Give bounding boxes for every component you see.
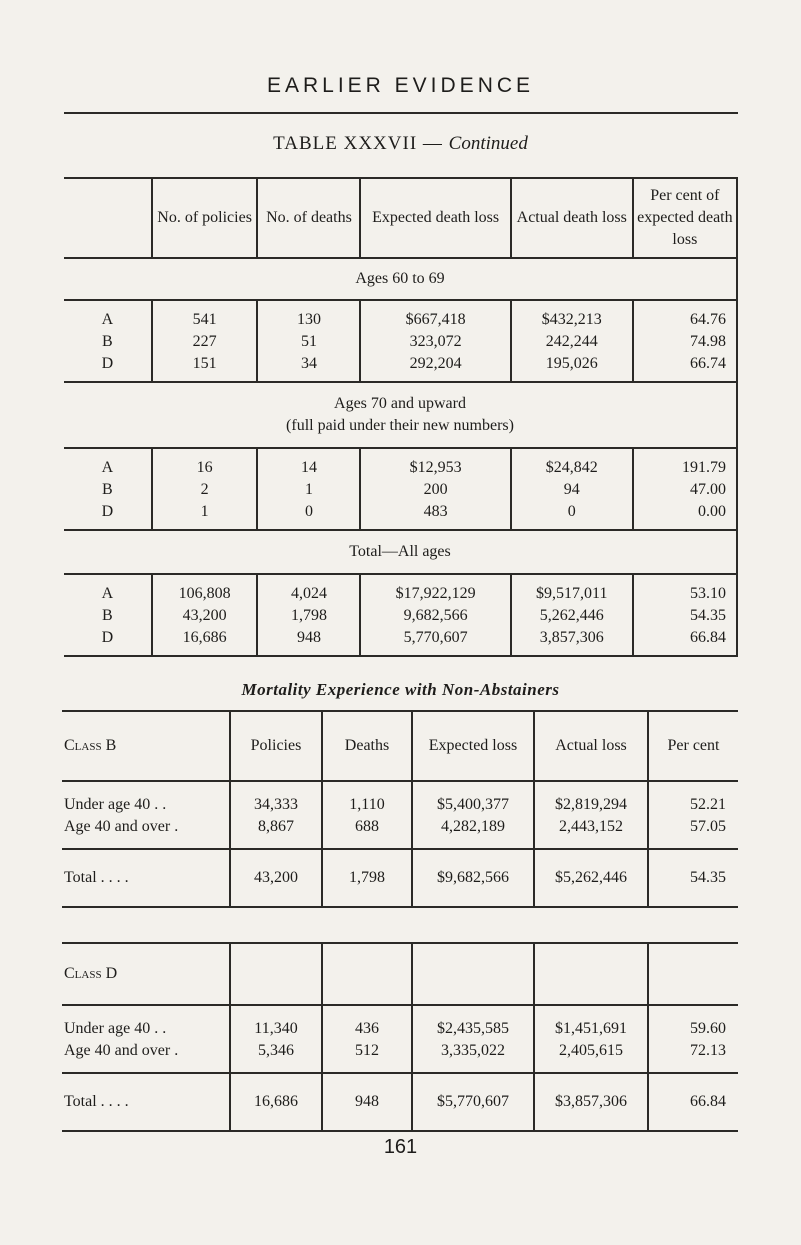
table2-header-deaths: Deaths — [322, 711, 412, 781]
table1-header-percent: Per cent of expected death loss — [633, 178, 737, 258]
actual-cells: $1,451,691 2,405,615 — [534, 1005, 648, 1073]
policies-cells: 11,340 5,346 — [230, 1005, 322, 1073]
policies-cells: 541 227 151 — [152, 300, 258, 382]
row-labels: Under age 40 . . Age 40 and over . — [62, 781, 230, 849]
total-deaths: 1,798 — [322, 849, 412, 907]
subtitle: Mortality Experience with Non-Abstainers — [241, 680, 560, 699]
table-row-total — [62, 1073, 738, 1131]
actual-cells: $9,517,011 5,262,446 3,857,306 — [511, 574, 633, 656]
deaths-cells: 1,110 688 — [322, 781, 412, 849]
section-heading-ages-70-up — [64, 382, 737, 448]
total-expected: $9,682,566 — [412, 849, 534, 907]
table1-header-deaths: No. of deaths — [257, 178, 360, 258]
total-label: Total . . . . — [62, 849, 230, 907]
table2-header-percent: Per cent — [648, 711, 738, 781]
total-expected: $5,770,607 — [412, 1073, 534, 1131]
table1-header-actual: Actual death loss — [511, 178, 633, 258]
expected-cells: $667,418 323,072 292,204 — [360, 300, 510, 382]
class-d-heading: Class D — [62, 943, 230, 1005]
table2-header-policies: Policies — [230, 711, 322, 781]
percent-cells: 191.79 47.00 0.00 — [633, 448, 737, 530]
actual-cells: $2,819,294 2,443,152 — [534, 781, 648, 849]
deaths-cells: 14 1 0 — [257, 448, 360, 530]
header-rule — [64, 112, 738, 114]
percent-cells: 53.10 54.35 66.84 — [633, 574, 737, 656]
table1-header-expected: Expected death loss — [360, 178, 510, 258]
percent-cells: 52.21 57.05 — [648, 781, 738, 849]
total-label: Total . . . . — [62, 1073, 230, 1131]
table2-header-actual: Actual loss — [534, 711, 648, 781]
table1-header-blank — [64, 178, 152, 258]
row-labels: Under age 40 . . Age 40 and over . — [62, 1005, 230, 1073]
section-heading-total — [64, 530, 737, 574]
table-title — [0, 133, 801, 155]
non-abstainers-table — [62, 710, 738, 1132]
deaths-cells: 4,024 1,798 948 — [257, 574, 360, 656]
expected-cells: $17,922,129 9,682,566 5,770,607 — [360, 574, 510, 656]
actual-cells: $24,842 94 0 — [511, 448, 633, 530]
table-row-group — [62, 1005, 738, 1073]
total-actual: $5,262,446 — [534, 849, 648, 907]
percent-cells: 59.60 72.13 — [648, 1005, 738, 1073]
table-title-continued: Continued — [448, 133, 528, 154]
class-cells: A B D — [64, 300, 152, 382]
total-actual: $3,857,306 — [534, 1073, 648, 1131]
table-row-group — [64, 574, 737, 656]
class-d-header-row — [62, 943, 738, 1005]
total-deaths: 948 — [322, 1073, 412, 1131]
table-row-total — [62, 849, 738, 907]
class-cells: A B D — [64, 448, 152, 530]
deaths-cells: 130 51 34 — [257, 300, 360, 382]
table-title-main: TABLE XXXVII — — [273, 133, 449, 154]
expected-cells: $12,953 200 483 — [360, 448, 510, 530]
section-title: Total—All ages — [64, 530, 737, 574]
mortality-table-by-age — [64, 177, 738, 657]
expected-cells: $2,435,585 3,335,022 — [412, 1005, 534, 1073]
section-heading-ages-60-69 — [64, 258, 737, 300]
table1-header-row — [64, 178, 737, 258]
total-policies: 43,200 — [230, 849, 322, 907]
total-percent: 54.35 — [648, 849, 738, 907]
expected-cells: $5,400,377 4,282,189 — [412, 781, 534, 849]
percent-cells: 64.76 74.98 66.74 — [633, 300, 737, 382]
policies-cells: 106,808 43,200 16,686 — [152, 574, 258, 656]
table-row-group — [62, 781, 738, 849]
policies-cells: 34,333 8,867 — [230, 781, 322, 849]
table-row-group — [64, 448, 737, 530]
total-percent: 66.84 — [648, 1073, 738, 1131]
policies-cells: 16 2 1 — [152, 448, 258, 530]
table2-header-expected: Expected loss — [412, 711, 534, 781]
total-policies: 16,686 — [230, 1073, 322, 1131]
class-b-heading: Class B — [62, 711, 230, 781]
running-header: EARLIER EVIDENCE — [266, 74, 535, 97]
table1-header-policies: No. of policies — [152, 178, 258, 258]
section-title: Ages 60 to 69 — [64, 258, 737, 300]
deaths-cells: 436 512 — [322, 1005, 412, 1073]
section-title: Ages 70 and upward (full paid under their new numbers) — [64, 382, 737, 448]
actual-cells: $432,213 242,244 195,026 — [511, 300, 633, 382]
table-gap — [62, 907, 738, 943]
page-number: 161 — [383, 1136, 418, 1158]
table2-header-row — [62, 711, 738, 781]
table-row-group — [64, 300, 737, 382]
class-cells: A B D — [64, 574, 152, 656]
